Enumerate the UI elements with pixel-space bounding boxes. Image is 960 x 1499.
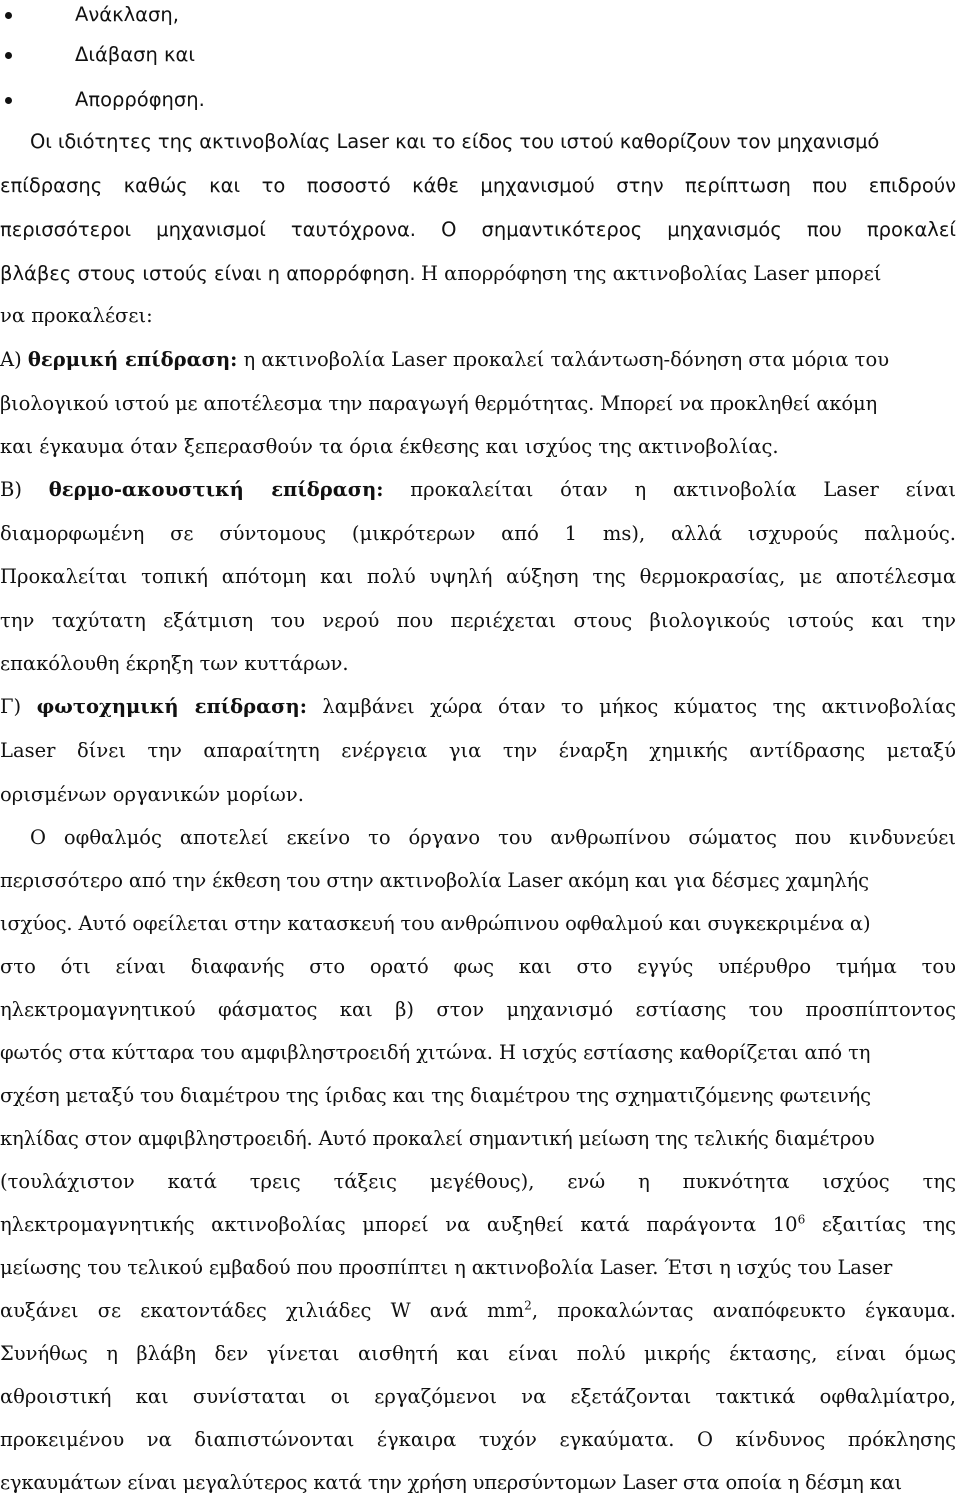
- superscript: 6: [797, 1212, 806, 1227]
- paragraph-line: στο ότι είναι διαφανής στο ορατό φως και στο εγγύς υπέρυθρο τμήμα του: [0, 955, 956, 978]
- paragraph-line: προκειμένου να διαπιστώνονται έγκαιρα τυχόν εγκαύματα. Ο κίνδυνος πρόκλησης: [0, 1428, 956, 1451]
- paragraph-line: [0, 470, 956, 510]
- paragraph-line: κηλίδας στον αμφιβληστροειδή. Αυτό προκαλεί σημαντική μείωση της τελικής διαμέτρου: [0, 1127, 875, 1150]
- line-text: ηλεκτρομαγνητικής ακτινοβολίας μπορεί να αυξηθεί κατά παράγοντα 10: [0, 1213, 798, 1236]
- line-text: , προκαλώντας αναπόφευκτο έγκαυμα.: [531, 1299, 956, 1322]
- paragraph-line: Συνήθως η βλάβη δεν γίνεται αισθητή και είναι πολύ μικρής έκτασης, είναι όμως: [0, 1342, 956, 1365]
- paragraph-line: (τουλάχιστον κατά τρεις τάξεις μεγέθους), ενώ η πυκνότητα ισχύος της: [0, 1170, 956, 1193]
- paragraph-line: σχέση μεταξύ του διαμέτρου της ίριδας και της διαμέτρου της σχηματιζόμενης φωτεινής: [0, 1084, 871, 1107]
- paragraph-line: βιολογικού ιστού με αποτέλεσμα την παραγωγή θερμότητας. Μπορεί να προκληθεί ακόμη: [0, 392, 878, 415]
- item-text: η ακτινοβολία Laser προκαλεί ταλάντωση-δόνηση στα μόρια του: [243, 348, 890, 371]
- paragraph-line: ορισμένων οργανικών μορίων.: [0, 783, 304, 806]
- line-text: εξαιτίας της: [805, 1213, 957, 1236]
- paragraph-line: εγκαυμάτων είναι μεγαλύτερος κατά την χρήση υπερσύντομων Laser στα οποία η δέσμη και: [0, 1471, 902, 1494]
- item-prefix: Γ): [0, 695, 22, 718]
- paragraph-line: [0, 253, 956, 293]
- bullet-icon: [5, 52, 12, 59]
- paragraph-line: διαμορφωμένη σε σύντομους (μικρότερων από 1 ms), αλλά ισχυρούς παλμούς.: [0, 522, 956, 545]
- paragraph-line: ισχύος. Αυτό οφείλεται στην κατασκευή του ανθρώπινου οφθαλμού και συγκεκριμένα α): [0, 912, 871, 935]
- sentence-text: Η απορρόφηση της ακτινοβολίας Laser μπορεί: [420, 262, 882, 285]
- paragraph-line: την ταχύτατη εξάτμιση του νερού που περιέχεται στους βιολογικούς ιστούς και την: [0, 609, 956, 632]
- paragraph-line: [0, 1291, 956, 1331]
- paragraph-line: να προκαλέσει:: [0, 304, 153, 327]
- superscript: 2: [524, 1298, 532, 1313]
- sentence-text: βλάβες στους ιστούς είναι η απορρόφηση.: [0, 262, 416, 285]
- list-item: [0, 0, 300, 35]
- paragraph-line: Laser δίνει την απαραίτητη ενέργεια για την έναρξη χημικής αντίδρασης μεταξύ: [0, 739, 956, 762]
- bullet-icon: [5, 97, 12, 104]
- term-heading: θερμική επίδραση:: [27, 348, 238, 371]
- paragraph-line: μείωσης του τελικού εμβαδού που προσπίπτει η ακτινοβολία Laser. Έτσι η ισχύς του Laser: [0, 1256, 893, 1279]
- list-item: [0, 35, 300, 75]
- item-prefix: Β): [0, 478, 22, 501]
- paragraph-line: [0, 1205, 956, 1245]
- term-heading: φωτοχημική επίδραση:: [36, 695, 307, 718]
- paragraph-line: επακόλουθη έκρηξη των κυττάρων.: [0, 652, 349, 675]
- list-item: [0, 80, 300, 120]
- term-heading: θερμο-ακουστική επίδραση:: [48, 478, 384, 501]
- item-prefix: Α): [0, 348, 22, 371]
- paragraph-line: Ο οφθαλμός αποτελεί εκείνο το όργανο του ανθρωπίνου σώματος που κινδυνεύει: [30, 826, 956, 849]
- bullet-text: Απορρόφηση.: [75, 88, 205, 111]
- paragraph-line: ηλεκτρομαγνητικού φάσματος και β) στον μηχανισμό εστίασης του προσπίπτοντος: [0, 998, 956, 1021]
- paragraph-line: Προκαλείται τοπική απότομη και πολύ υψηλή αύξηση της θερμοκρασίας, με αποτέλεσμα: [0, 565, 956, 588]
- paragraph-line: αθροιστική και συνίσταται οι εργαζόμενοι να εξετάζονται τακτικά οφθαλμίατρο,: [0, 1385, 956, 1408]
- bullet-text: Ανάκλαση,: [75, 3, 179, 26]
- paragraph-line: περισσότεροι μηχανισμοί ταυτόχρονα. Ο σημαντικότερος μηχανισμός που προκαλεί: [0, 218, 956, 241]
- paragraph-line: Οι ιδιότητες της ακτινοβολίας Laser και το είδος του ιστού καθορίζουν τον μηχανισμό: [30, 130, 880, 153]
- bullet-text: Διάβαση και: [75, 43, 195, 66]
- line-text: αυξάνει σε εκατοντάδες χιλιάδες W ανά mm: [0, 1299, 525, 1322]
- paragraph-line: επίδρασης καθώς και το ποσοστό κάθε μηχανισμού στην περίπτωση που επιδρούν: [0, 174, 956, 197]
- item-text: λαμβάνει χώρα όταν το μήκος κύματος της ακτινοβολίας: [322, 695, 957, 718]
- paragraph-line: [0, 687, 956, 727]
- paragraph-line: [0, 340, 956, 380]
- paragraph-line: και έγκαυμα όταν ξεπερασθούν τα όρια έκθεσης και ισχύος της ακτινοβολίας.: [0, 435, 779, 458]
- paragraph-line: φωτός στα κύτταρα του αμφιβληστροειδή χιτώνα. Η ισχύς εστίασης καθορίζεται από τη: [0, 1041, 871, 1064]
- item-text: προκαλείται όταν η ακτινοβολία Laser είναι: [410, 478, 956, 501]
- paragraph-line: περισσότερο από την έκθεση του στην ακτινοβολία Laser ακόμη και για δέσμες χαμηλής: [0, 869, 869, 892]
- bullet-icon: [5, 12, 12, 19]
